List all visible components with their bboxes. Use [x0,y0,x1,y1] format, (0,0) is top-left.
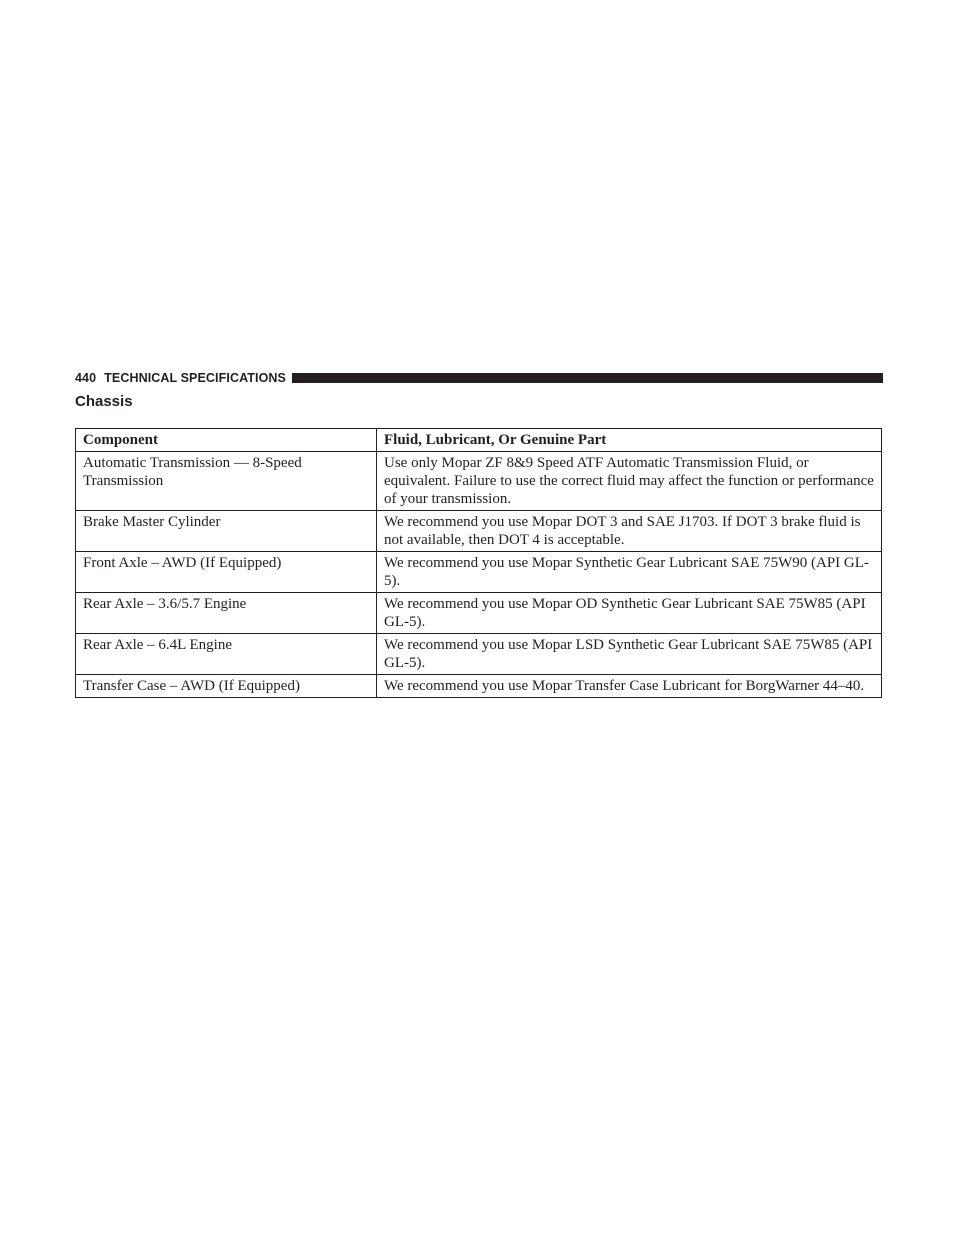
fluid-cell [377,452,882,511]
fluid-text: We recommend you use Mopar Synthetic Gear Lubricant SAE 75W90 (API GL-5). [384,555,869,589]
component-cell [76,552,377,593]
fluid-cell [377,511,882,552]
table-header-row [76,429,882,452]
component-text: Brake Master Cylinder [83,514,221,530]
page-header [75,369,883,387]
chassis-spec-table [75,428,882,698]
fluid-cell [377,675,882,698]
component-cell [76,593,377,634]
header-rule [292,373,883,383]
table-row [76,634,882,675]
fluid-cell [377,593,882,634]
header-title: TECHNICAL SPECIFICATIONS [104,371,286,385]
section-title: Chassis [75,393,133,410]
fluid-text: Use only Mopar ZF 8&9 Speed ATF Automatic Transmission Fluid, or equivalent. Failure to use the correct fluid may affect the function or performance of your transmission. [384,455,874,507]
fluid-text: We recommend you use Mopar Transfer Case Lubricant for BorgWarner 44–40. [384,678,865,694]
table-row [76,593,882,634]
table-row [76,511,882,552]
column-header-component: Component [76,429,377,452]
fluid-text: We recommend you use Mopar OD Synthetic Gear Lubricant SAE 75W85 (API GL-5). [384,596,866,630]
column-header-fluid: Fluid, Lubricant, Or Genuine Part [377,429,882,452]
component-text: Transfer Case – AWD (If Equipped) [83,678,300,694]
component-cell [76,452,377,511]
component-text: Rear Axle – 6.4L Engine [83,637,232,653]
fluid-cell [377,552,882,593]
component-text: Automatic Transmission — 8-Speed Transmission [83,455,302,489]
page-number: 440 [75,371,97,385]
table-row [76,452,882,511]
fluid-cell [377,634,882,675]
component-cell [76,634,377,675]
component-cell [76,511,377,552]
component-text: Rear Axle – 3.6/5.7 Engine [83,596,247,612]
fluid-text: We recommend you use Mopar LSD Synthetic Gear Lubricant SAE 75W85 (API GL-5). [384,637,873,671]
table-row [76,675,882,698]
component-cell [76,675,377,698]
table-row [76,552,882,593]
fluid-text: We recommend you use Mopar DOT 3 and SAE J1703. If DOT 3 brake fluid is not available, then DOT 4 is acceptable. [384,514,861,548]
component-text: Front Axle – AWD (If Equipped) [83,555,282,571]
